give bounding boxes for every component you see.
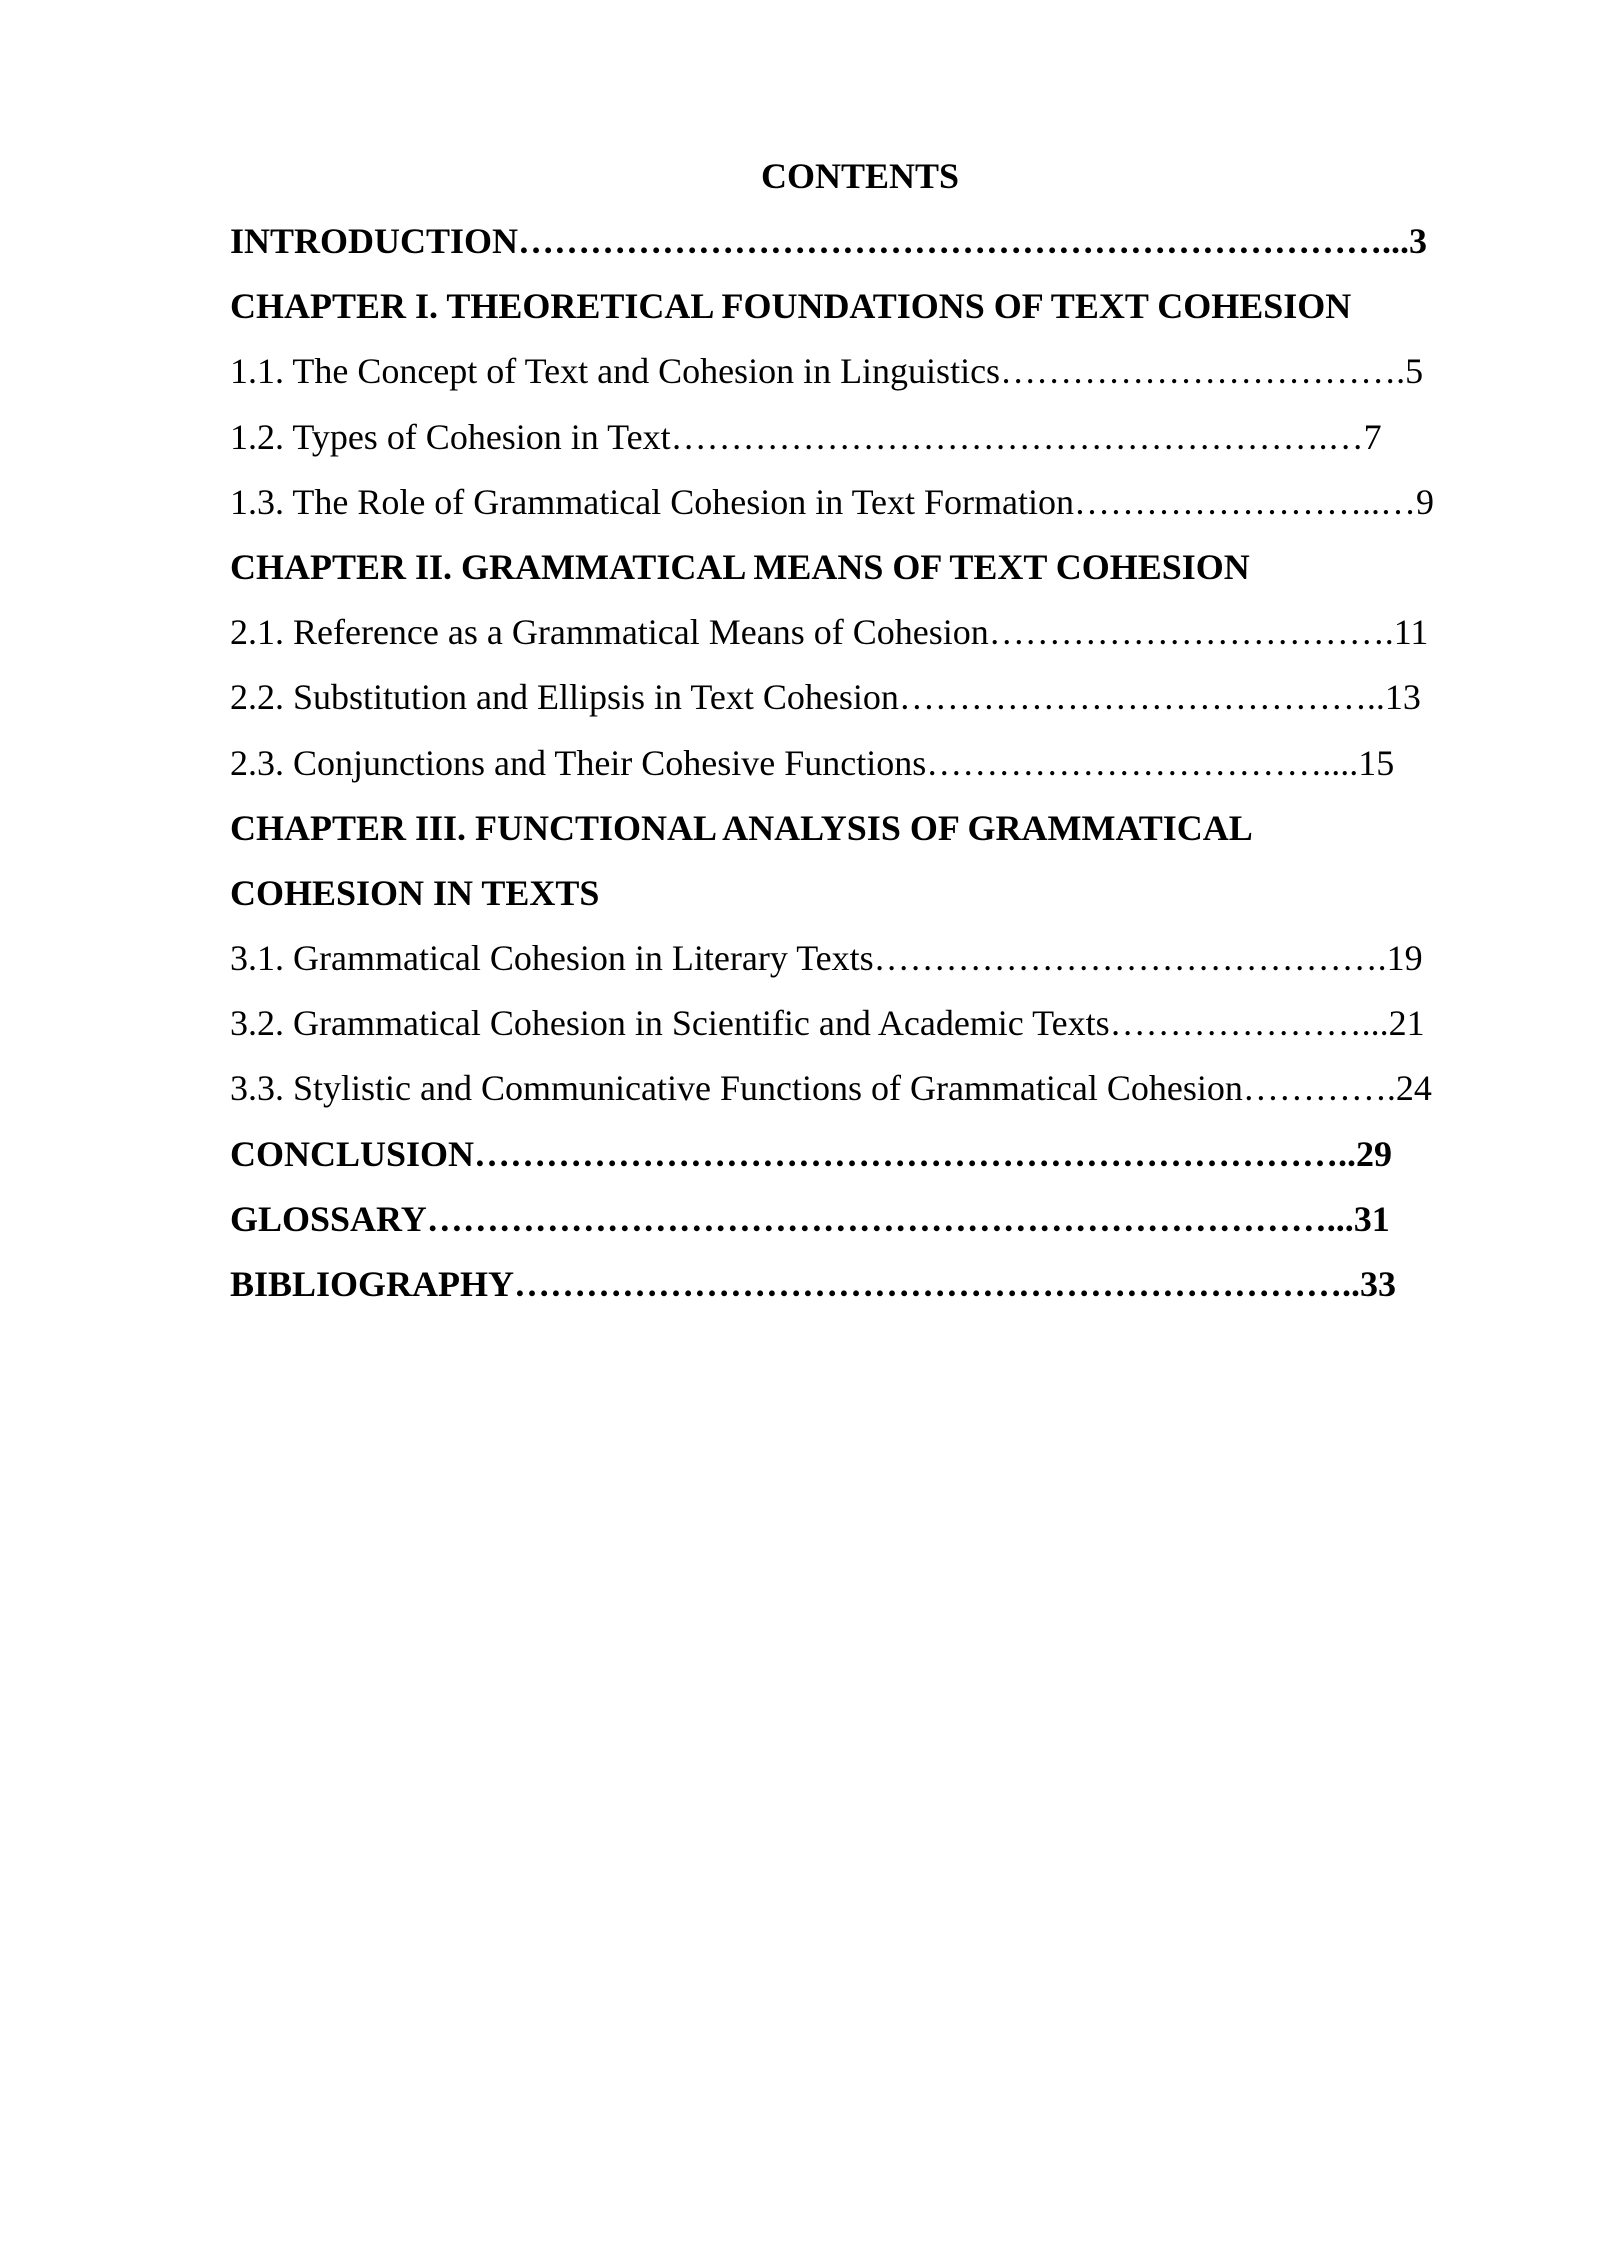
toc-chapter-3-heading-line-2: COHESION IN TEXTS [230, 872, 600, 913]
toc-entry-bibliography: BIBLIOGRAPHY……………………………………………………………..33 [230, 1264, 1397, 1304]
toc-chapter-1-heading: CHAPTER I. THEORETICAL FOUNDATIONS OF TEXT COHESION [230, 286, 1352, 327]
toc-chapter-2-heading: CHAPTER II. GRAMMATICAL MEANS OF TEXT COHESION [230, 546, 1250, 587]
toc-entry-3-1: 3.1. Grammatical Cohesion in Literary Texts…………………………………….19 [230, 938, 1423, 979]
toc-entry-1-3: 1.3. The Role of Grammatical Cohesion in Text Formation……………………..…9 [230, 481, 1435, 522]
toc-entry-2-3: 2.3. Conjunctions and Their Cohesive Functions……………………………....15 [230, 742, 1395, 783]
toc-chapter-3-heading-line-1: CHAPTER III. FUNCTIONAL ANALYSIS OF GRAMMATICAL [230, 807, 1253, 848]
toc-entry-1-1: 1.1. The Concept of Text and Cohesion in Linguistics…………………………….5 [230, 351, 1424, 392]
toc-entry-3-3: 3.3. Stylistic and Communicative Functions of Grammatical Cohesion………….24 [230, 1068, 1432, 1109]
toc-entry-2-1: 2.1. Reference as a Grammatical Means of Cohesion…………………………….11 [230, 612, 1429, 653]
toc-entry-glossary: GLOSSARY…………………………………………………………………...31 [230, 1198, 1390, 1239]
toc-entry-introduction: INTRODUCTION………………………………………………………………...3 [230, 221, 1428, 261]
toc-entry-3-2: 3.2. Grammatical Cohesion in Scientific and Academic Texts…………………...21 [230, 1003, 1425, 1044]
toc-entry-1-2: 1.2. Types of Cohesion in Text……………………………………………….…7 [230, 416, 1382, 457]
toc-entry-conclusion: CONCLUSION………………………………………………………………..29 [230, 1133, 1393, 1174]
contents-heading: CONTENTS [760, 156, 960, 196]
table-of-contents [230, 217, 1500, 1325]
toc-entry-2-2: 2.2. Substitution and Ellipsis in Text Cohesion…………………………………..13 [230, 677, 1421, 718]
